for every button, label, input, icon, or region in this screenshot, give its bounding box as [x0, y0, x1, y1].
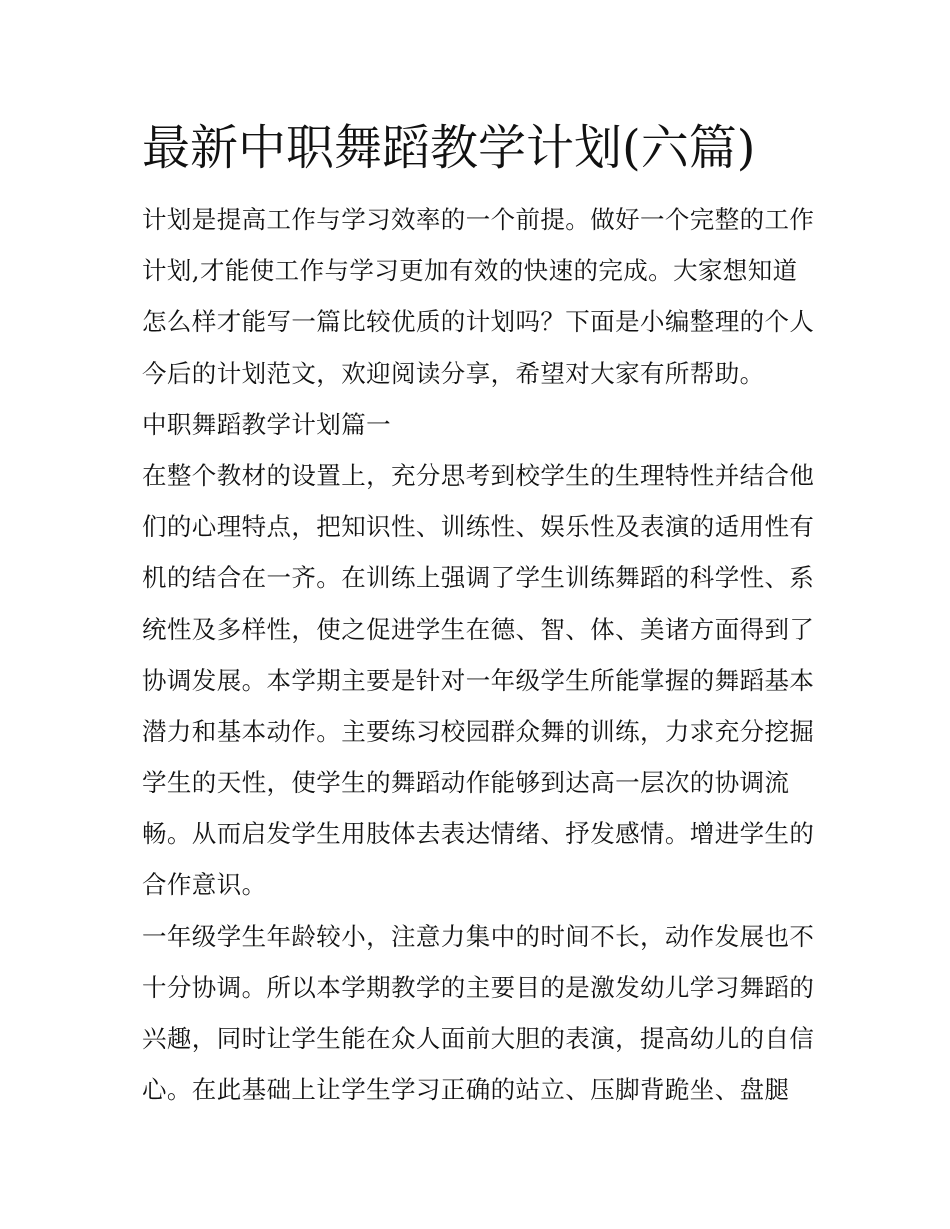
- paragraph-line: 机的结合在一齐。在训练上强调了学生训练舞蹈的科学性、系: [142, 563, 815, 593]
- paragraph-line: 协调发展。本学期主要是针对一年级学生所能掌握的舞蹈基本: [142, 665, 815, 695]
- paragraph-line: 心。在此基础上让学生学习正确的站立、压脚背跪坐、盘腿: [142, 1075, 790, 1105]
- paragraph-line: 潜力和基本动作。主要练习校园群众舞的训练，力求充分挖掘: [142, 716, 815, 746]
- paragraph-line: 一年级学生年龄较小，注意力集中的时间不长，动作发展也不: [142, 921, 815, 951]
- paragraph-line: 学生的天性，使学生的舞蹈动作能够到达高一层次的协调流: [142, 768, 790, 798]
- paragraph-two: [142, 911, 815, 1116]
- intro-line: 怎么样才能写一篇比较优质的计划吗？下面是小编整理的个人: [142, 307, 815, 337]
- paragraph-line: 兴趣，同时让学生能在众人面前大胆的表演，提高幼儿的自信: [142, 1024, 815, 1053]
- paragraph-line: 们的心理特点，把知识性、训练性、娱乐性及表演的适用性有: [142, 512, 815, 542]
- intro-line: 计划是提高工作与学习效率的一个前提。做好一个完整的工作: [142, 205, 815, 234]
- paragraph-line: 合作意识。: [142, 870, 267, 900]
- paragraph-line: 十分协调。所以本学期教学的主要目的是激发幼儿学习舞蹈的: [142, 972, 815, 1002]
- paragraph-line: 在整个教材的设置上，充分思考到校学生的生理特性并结合他: [142, 460, 815, 490]
- intro-line: 计划,才能使工作与学习更加有效的快速的完成。大家想知道: [142, 256, 798, 286]
- section-heading: 中职舞蹈教学计划篇一: [142, 409, 391, 439]
- intro-line: 今后的计划范文，欢迎阅读分享，希望对大家有所帮助。: [142, 358, 765, 388]
- paragraph-one: [142, 450, 815, 911]
- document-title: 最新中职舞蹈教学计划(六篇): [142, 120, 756, 176]
- paragraph-line: 畅。从而启发学生用肢体去表达情绪、抒发感情。增进学生的: [142, 819, 815, 849]
- intro-paragraph: [142, 194, 815, 399]
- document-body: [142, 112, 815, 1115]
- paragraph-line: 统性及多样性，使之促进学生在德、智、体、美诸方面得到了: [142, 614, 815, 644]
